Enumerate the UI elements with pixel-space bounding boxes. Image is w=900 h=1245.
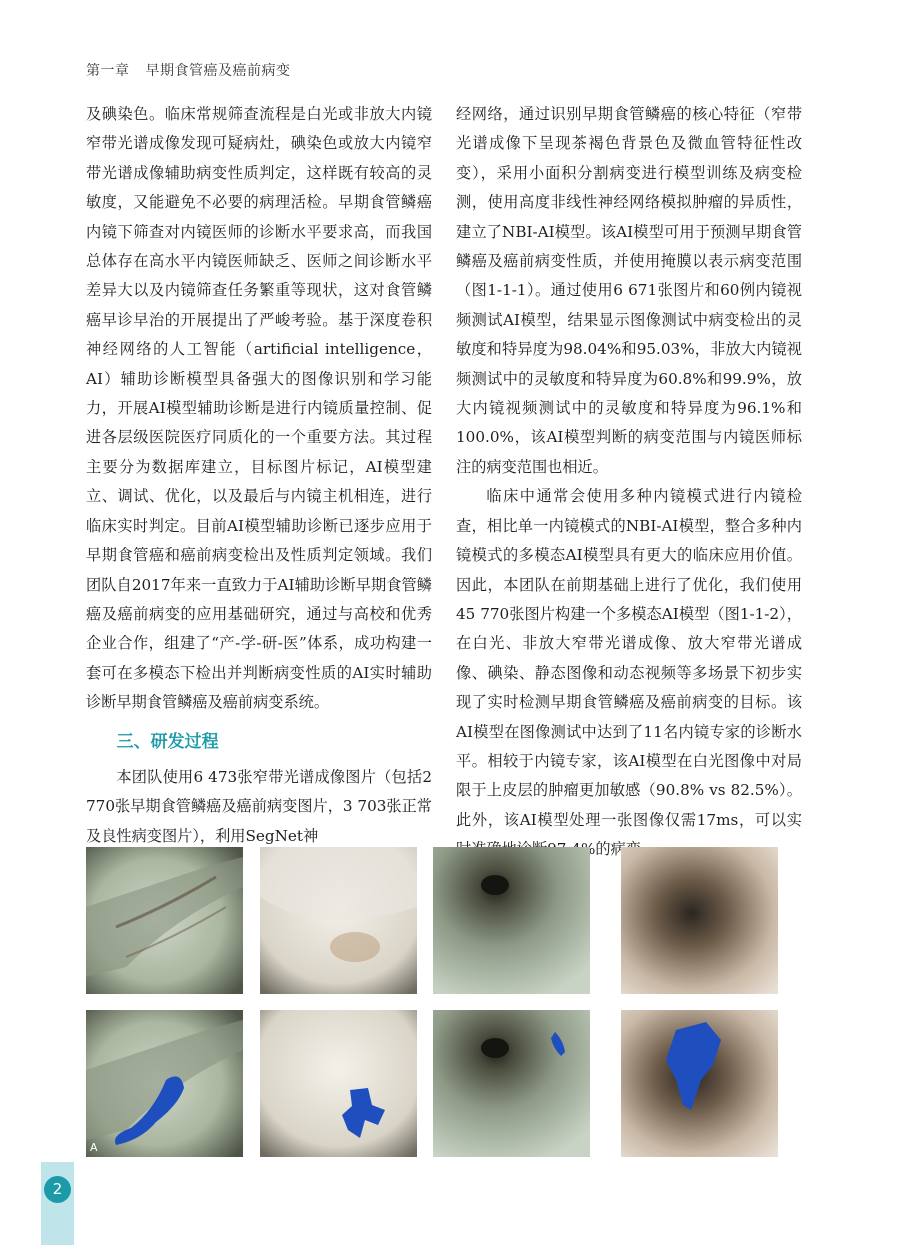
endoscopy-image-3-original <box>433 847 590 994</box>
section-heading: 三、研发过程 <box>116 731 219 752</box>
endoscopy-image-1-ai-mask <box>86 1010 243 1157</box>
body-paragraph: 临床中通常会使用多种内镜模式进行内镜检查，相比单一内镜模式的NBI-AI模型，整合多种内镜模式的多模态AI模型具有更大的临床应用价值。因此，本团队在前期基础上进行了优化，我们使用45 770张图片构建一个多模态AI模型（图1-1-2），在白光、非放大窄带光谱成像、放大窄带光谱成像、碘染、静态图像和动态视频等多场景下初步实现了实时检测早期食管鳞癌及癌前病变的目标。该AI模型在图像测试中达到了11名内镜专家的诊断水平。相较于内镜专家，该AI模型在白光图像中对局限于上皮层的肿瘤更加敏感（90.8% vs 82.5%）。此外，该AI模型处理一张图像仅需17ms，可以实 4%的病变。 <box>456 487 802 859</box>
body-paragraph: 经网络，通过识别早期食管鳞癌的核心特征（窄带光谱成像下呈现茶褐色背景色及微血管特征性改变），采用小面积分割病变进行模型训练及病变检测，使用高度非线性神经网络模拟肿瘤的异质性，建立了NBI-AI模型。该AI模型可用于预测早期食管鳞癌及癌前病变性质，并使用掩膜以表示病变范围（图1-1-1）。通过使用6 671张图片和60例内镜视频测试AI模型，结果显示图像测试中病变检出的灵敏度和特异度为98.04%和95.03%，非放大内镜视频测试中的灵敏度和特异度为60.8%和99.9%，放大内镜视频测试中的灵敏度和特异度为96.1%和100.0%，该AI模型判断的病变范围与内镜医师标注的病变范围也相近。 <box>456 105 802 476</box>
chapter-title: 早期食管癌及癌前病变 <box>145 63 291 79</box>
endoscopy-image-3-ai-mask <box>433 1010 590 1157</box>
endoscopy-image-2-original <box>260 847 417 994</box>
running-header <box>86 60 291 80</box>
page-number: 2 <box>44 1176 71 1203</box>
body-paragraph: 本团队使用6 473张窄带光谱成像图片（包括2 770张早期食管鳞癌及癌前病变图片，3 703张正常及良性病变图片），利用SegNet神 <box>86 767 432 845</box>
body-paragraph: 及碘染色。临床常规筛查流程是白光或非放大内镜窄带光谱成像发现可疑病灶，碘染色或放大内镜窄带光谱成像辅助病变性质判定，这样既有较高的灵敏度，又能避免不必要的病理活检。早期食管鳞癌内镜下筛查对内镜医师的诊断水平要求高，而我国总体存在高水平内镜医师缺乏、医师之间诊断水平差异大以及内镜筛查任务繁重等现状，这对食管鳞癌早诊早治的开展提出了严峻考验。基于深度卷积神经网络的人工智能（artificial intelligence，AI）辅助诊断模型具备强大的图像识别和学习能力，开展AI模型辅助诊断是进行内镜质量控制、促进各层级医院医疗同质化的一个重要方法。其过程主要分为数据库建立，目标图片标记，AI模型建立、调试、优化，以及最后与内镜主机相连，进行临床实时判定。目前AI模型辅助诊断已逐步应用于早期食管癌和癌前病变检出及性质判定领域。我们团队自2017年来一直致力于AI辅助诊断早期食管鳞癌及癌前病变的应用基础研究，通过与高校和优秀企业合作，组建了“产-学-研-医”体系，成功构建一套可在多模态下检出并判断病变性质的AI实时辅助诊断早期食管鳞癌及癌前病变系统。 <box>86 105 432 712</box>
endoscopy-image-4-original <box>621 847 778 994</box>
endoscopy-image-4-ai-mask <box>621 1010 778 1157</box>
endoscopy-image-1-original <box>86 847 243 994</box>
left-column <box>86 100 432 851</box>
endoscopy-figure <box>86 847 820 1157</box>
figure-panel-label: A <box>90 1141 98 1154</box>
page-side-bar <box>41 1162 74 1245</box>
right-column <box>456 100 802 865</box>
chapter-number: 第一章 <box>86 63 130 79</box>
endoscopy-image-2-ai-mask <box>260 1010 417 1157</box>
